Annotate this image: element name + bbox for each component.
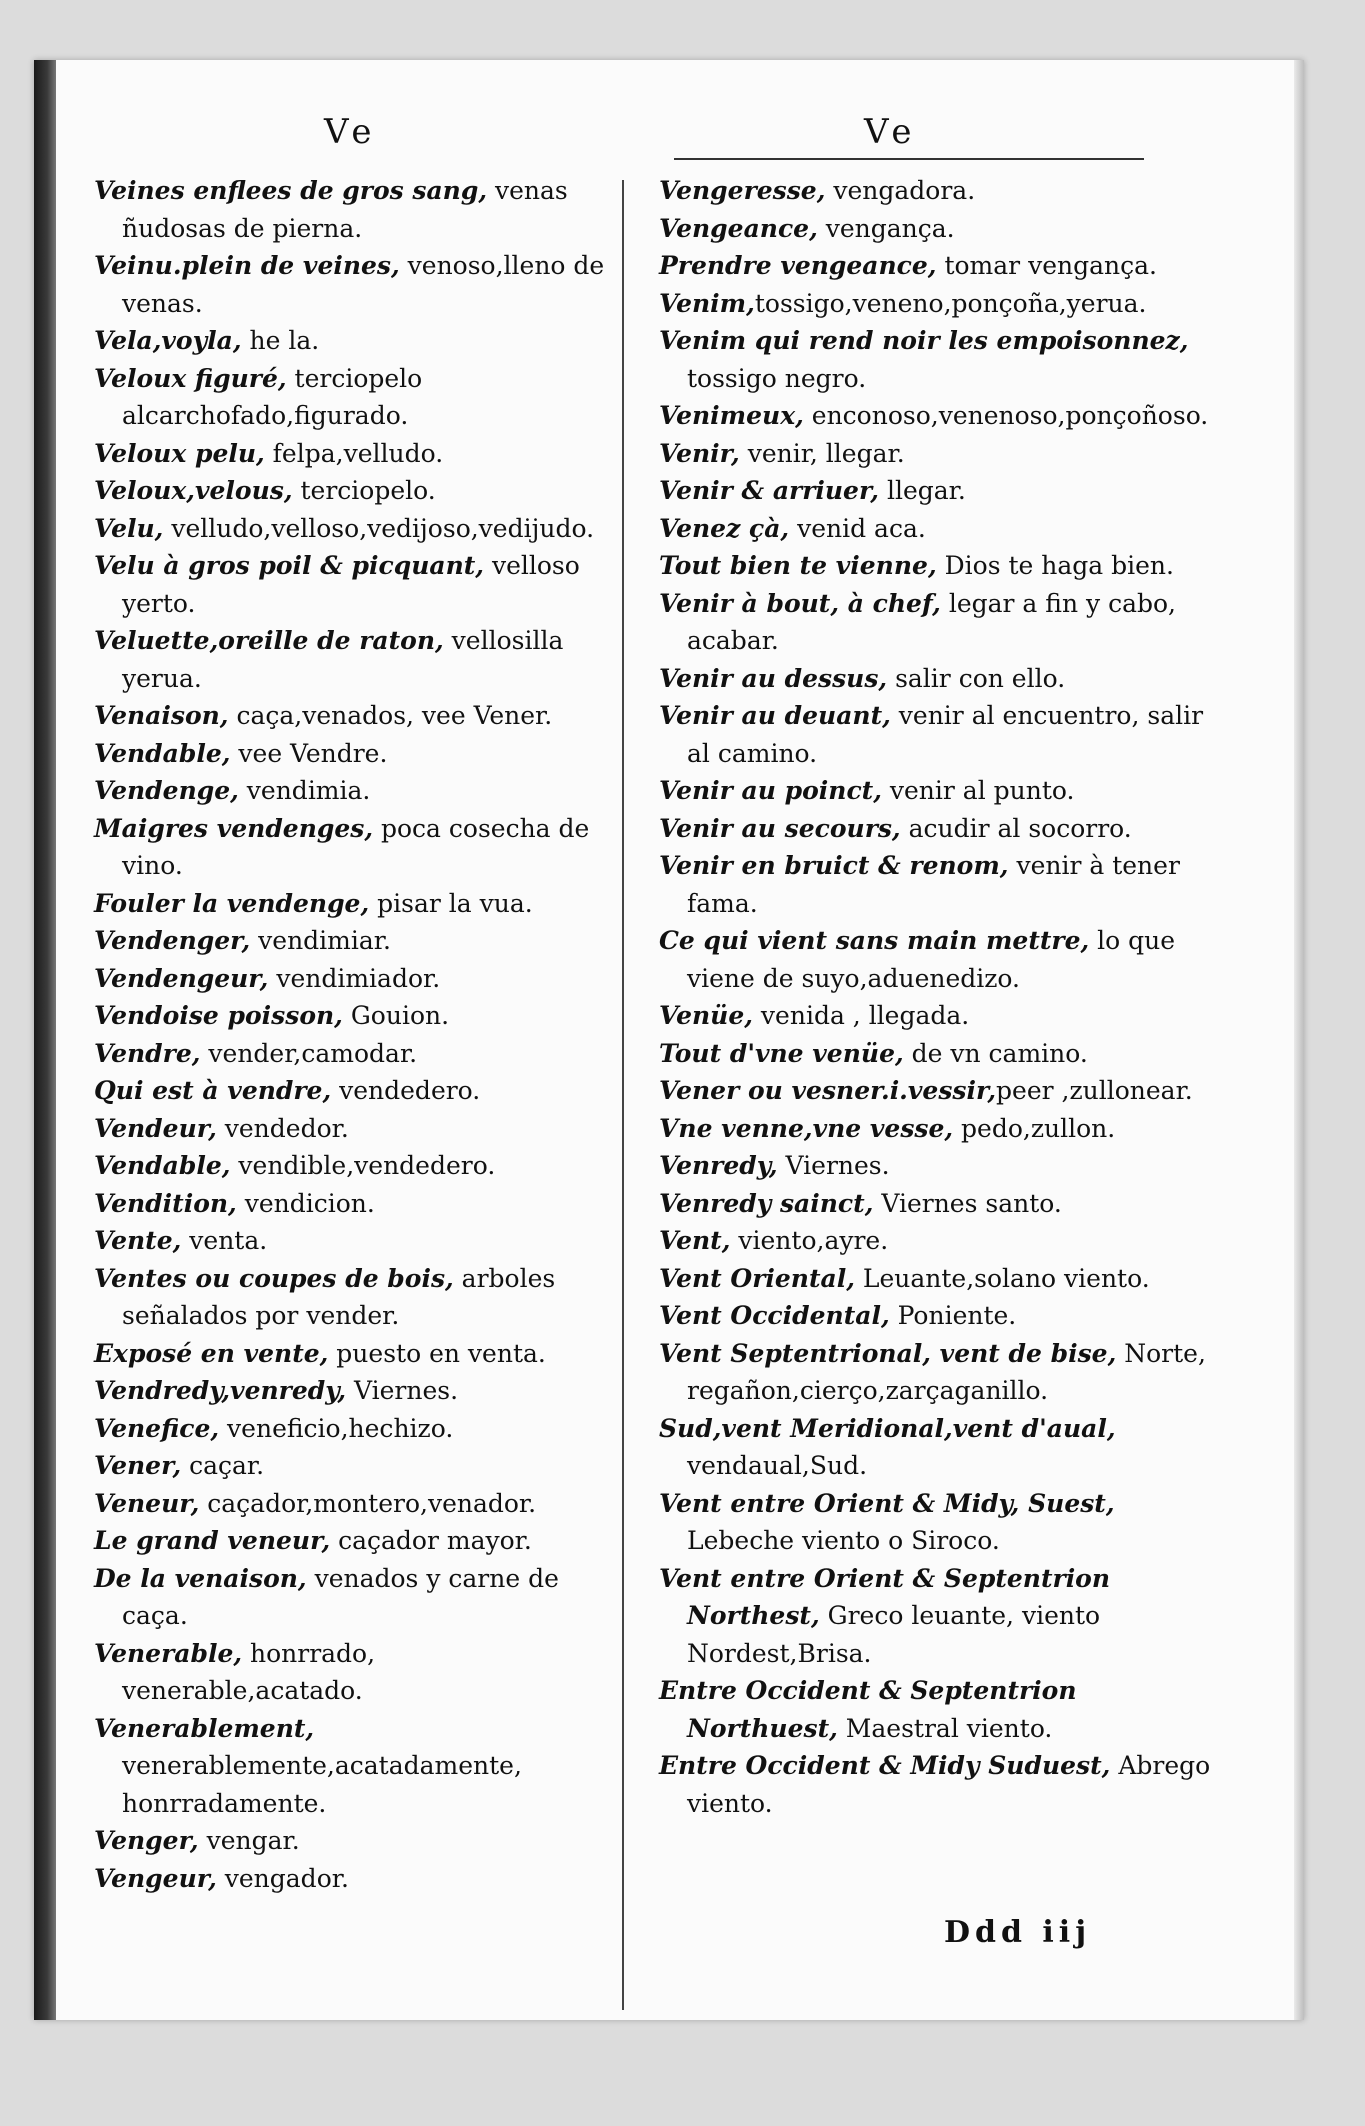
entry-definition: venir al punto. bbox=[881, 776, 1075, 805]
entry-definition: vender,camodar. bbox=[200, 1038, 418, 1068]
dictionary-entry bbox=[659, 997, 1219, 1035]
dictionary-entry bbox=[659, 435, 1219, 473]
dictionary-entry bbox=[94, 172, 614, 247]
entry-term: Tout d'vne venüe, bbox=[659, 1038, 904, 1068]
entry-definition: Lebeche viento o Siroco. bbox=[687, 1526, 1000, 1555]
entry-term: Veloux figuré, bbox=[94, 363, 287, 393]
entry-definition: vendimiar. bbox=[250, 926, 391, 955]
dictionary-entry bbox=[94, 1410, 614, 1448]
entry-term: Exposé en vente, bbox=[94, 1338, 329, 1368]
entry-term: Vne venne,vne vesse, bbox=[659, 1113, 954, 1143]
entry-definition: vengar. bbox=[198, 1826, 300, 1855]
entry-term: Veloux,velous, bbox=[94, 476, 293, 505]
dictionary-entry bbox=[94, 1635, 614, 1710]
entry-term: Vendoise poisson, bbox=[94, 1001, 343, 1030]
entry-term: Vendable, bbox=[94, 1151, 231, 1180]
entry-term: Vengeur, bbox=[94, 1863, 217, 1893]
entry-term: Prendre vengeance, bbox=[659, 251, 937, 280]
entry-term: Vener ou vesner.i.vessir, bbox=[659, 1076, 997, 1105]
dictionary-entry bbox=[659, 1335, 1219, 1410]
dictionary-entry bbox=[659, 172, 1219, 210]
dictionary-page bbox=[34, 60, 1304, 2020]
left-column bbox=[94, 172, 614, 1897]
entry-definition: Viernes. bbox=[777, 1151, 890, 1180]
entry-term: Entre Occident & Septentrion Northuest, bbox=[659, 1676, 1077, 1743]
dictionary-entry bbox=[94, 997, 614, 1035]
dictionary-entry bbox=[659, 1147, 1219, 1185]
entry-definition: vee Vendre. bbox=[230, 738, 388, 768]
dictionary-entry bbox=[94, 1710, 614, 1823]
entry-definition: venid aca. bbox=[789, 513, 926, 543]
dictionary-entry bbox=[659, 397, 1219, 435]
entry-term: Vent Oriental, bbox=[659, 1263, 855, 1293]
dictionary-entry bbox=[659, 922, 1219, 997]
entry-term: Venredy, bbox=[659, 1151, 778, 1180]
dictionary-entry bbox=[659, 1297, 1219, 1335]
dictionary-entry bbox=[94, 1147, 614, 1185]
entry-term: De la venaison, bbox=[94, 1563, 307, 1593]
dictionary-entry bbox=[659, 660, 1219, 698]
dictionary-entry bbox=[94, 1035, 614, 1073]
entry-term: Venir & arriuer, bbox=[659, 476, 880, 505]
entry-definition: pedo,zullon. bbox=[953, 1113, 1116, 1143]
entry-term: Vent Septentrional, vent de bise, bbox=[659, 1338, 1117, 1368]
dictionary-entry bbox=[94, 922, 614, 960]
right-column bbox=[659, 172, 1219, 1822]
entry-definition: felpa,velludo. bbox=[264, 438, 444, 468]
dictionary-entry bbox=[659, 285, 1219, 323]
entry-term: Venir au secours, bbox=[659, 813, 901, 843]
dictionary-entry bbox=[94, 1860, 614, 1898]
entry-definition: acudir al socorro. bbox=[900, 813, 1132, 843]
book-binding-shadow bbox=[34, 60, 56, 2020]
entry-term: Venir, bbox=[659, 438, 740, 468]
entry-term: Veinu.plein de veines, bbox=[94, 251, 400, 280]
page-edge bbox=[1294, 60, 1304, 2020]
dictionary-entry bbox=[94, 360, 614, 435]
entry-term: Vendenger, bbox=[94, 926, 251, 955]
entry-definition: vendedor. bbox=[216, 1113, 349, 1143]
dictionary-entry bbox=[659, 1072, 1219, 1110]
entry-term: Venüe, bbox=[659, 1001, 753, 1030]
entry-definition: he la. bbox=[241, 326, 320, 355]
dictionary-entry bbox=[659, 1035, 1219, 1073]
entry-term: Vendenge, bbox=[94, 776, 239, 805]
entry-term: Qui est à vendre, bbox=[94, 1076, 332, 1105]
dictionary-entry bbox=[94, 885, 614, 923]
entry-definition: lo que viene de suyo,aduenedizo. bbox=[687, 926, 1176, 993]
dictionary-entry bbox=[659, 1560, 1219, 1673]
dictionary-entry bbox=[94, 1260, 614, 1335]
entry-term: Veluette,oreille de raton, bbox=[94, 626, 444, 655]
entry-term: Venerable, bbox=[94, 1638, 243, 1668]
entry-definition: Leuante,solano viento. bbox=[854, 1263, 1150, 1293]
dictionary-entry bbox=[659, 1185, 1219, 1223]
dictionary-entry bbox=[94, 1185, 614, 1223]
entry-term: Ventes ou coupes de bois, bbox=[94, 1263, 454, 1293]
dictionary-entry bbox=[659, 1410, 1219, 1485]
dictionary-entry bbox=[94, 697, 614, 735]
entry-definition: Abrego viento. bbox=[687, 1751, 1211, 1818]
dictionary-entry bbox=[659, 210, 1219, 248]
entry-term: Sud,vent Meridional,vent d'aual, bbox=[659, 1413, 1116, 1443]
column-divider bbox=[622, 180, 624, 2010]
entry-term: Venger, bbox=[94, 1826, 199, 1855]
dictionary-entry bbox=[659, 247, 1219, 285]
dictionary-entry bbox=[94, 735, 614, 773]
entry-definition: Viernes santo. bbox=[873, 1188, 1062, 1218]
dictionary-entry bbox=[659, 772, 1219, 810]
dictionary-entry bbox=[659, 547, 1219, 585]
entry-term: Venez çà, bbox=[659, 513, 790, 543]
entry-term: Le grand veneur, bbox=[94, 1526, 331, 1555]
entry-definition: Gouion. bbox=[342, 1001, 450, 1030]
entry-term: Entre Occident & Midy Suduest, bbox=[659, 1751, 1111, 1780]
dictionary-entry bbox=[94, 810, 614, 885]
dictionary-entry bbox=[94, 1522, 614, 1560]
entry-definition: vellosilla yerua. bbox=[122, 626, 564, 693]
entry-definition: venir à tener fama. bbox=[687, 851, 1180, 918]
entry-term: Venaison, bbox=[94, 701, 229, 730]
entry-definition: honrrado, venerable,acatado. bbox=[122, 1638, 376, 1705]
entry-definition: tossigo,veneno,ponçoña,yerua. bbox=[754, 288, 1147, 318]
entry-definition: venida , llegada. bbox=[752, 1001, 970, 1030]
dictionary-entry bbox=[94, 547, 614, 622]
entry-definition: enconoso,venenoso,ponçoñoso. bbox=[803, 401, 1209, 430]
entry-definition: venerablemente,acatadamente, honrradamente. bbox=[122, 1751, 522, 1818]
entry-definition: vendible,vendedero. bbox=[230, 1151, 496, 1180]
entry-definition: velloso yerto. bbox=[122, 551, 580, 618]
entry-term: Vent entre Orient & Midy, Suest, bbox=[659, 1488, 1115, 1518]
entry-term: Vendredy,venredy, bbox=[94, 1376, 347, 1405]
entry-definition: poca cosecha de vino. bbox=[122, 813, 590, 880]
dictionary-entry bbox=[94, 1072, 614, 1110]
entry-term: Venimeux, bbox=[659, 401, 804, 430]
entry-definition: venas ñudosas de pierna. bbox=[122, 176, 568, 243]
entry-term: Veines enflees de gros sang, bbox=[94, 176, 488, 205]
entry-term: Maigres vendenges, bbox=[94, 813, 374, 843]
entry-term: Venefice, bbox=[94, 1413, 220, 1443]
entry-definition: viento,ayre. bbox=[730, 1226, 889, 1255]
entry-term: Venir au deuant, bbox=[659, 701, 891, 730]
dictionary-entry bbox=[659, 697, 1219, 772]
entry-definition: venir, llegar. bbox=[739, 438, 905, 468]
entry-definition: caçador mayor. bbox=[330, 1526, 532, 1555]
entry-definition: tossigo negro. bbox=[687, 363, 867, 393]
entry-definition: terciopelo alcarchofado,figurado. bbox=[122, 363, 423, 430]
entry-term: Veloux pelu, bbox=[94, 438, 265, 468]
entry-term: Vengeresse, bbox=[659, 176, 826, 205]
entry-definition: vendaual,Sud. bbox=[687, 1451, 868, 1480]
dictionary-entry bbox=[94, 772, 614, 810]
entry-definition: vengador. bbox=[216, 1863, 349, 1893]
entry-term: Vendre, bbox=[94, 1038, 201, 1068]
entry-definition: Viernes. bbox=[346, 1376, 459, 1405]
dictionary-entry bbox=[94, 1485, 614, 1523]
entry-definition: terciopelo. bbox=[292, 476, 436, 505]
dictionary-entry bbox=[94, 1222, 614, 1260]
entry-term: Venim qui rend noir les empoisonnez, bbox=[659, 326, 1189, 355]
entry-term: Velu, bbox=[94, 513, 164, 543]
dictionary-entry bbox=[659, 510, 1219, 548]
entry-term: Vent entre Orient & Septentrion Northest, bbox=[659, 1563, 1111, 1630]
entry-definition: vengadora. bbox=[825, 176, 976, 205]
entry-term: Venir en bruict & renom, bbox=[659, 851, 1009, 880]
entry-term: Vente, bbox=[94, 1226, 182, 1255]
entry-definition: venta. bbox=[181, 1226, 268, 1255]
dictionary-entry bbox=[659, 322, 1219, 397]
dictionary-entry bbox=[94, 247, 614, 322]
dictionary-entry bbox=[94, 1822, 614, 1860]
entry-term: Vent, bbox=[659, 1226, 731, 1255]
entry-term: Venir à bout, à chef, bbox=[659, 588, 941, 618]
entry-term: Vendengeur, bbox=[94, 963, 269, 993]
entry-term: Vendable, bbox=[94, 738, 231, 768]
entry-definition: Dios te haga bien. bbox=[936, 551, 1174, 580]
entry-definition: venados y carne de caça. bbox=[122, 1563, 559, 1630]
entry-definition: caçar. bbox=[181, 1451, 265, 1480]
dictionary-entry bbox=[659, 585, 1219, 660]
entry-term: Venredy sainct, bbox=[659, 1188, 874, 1218]
dictionary-entry bbox=[94, 322, 614, 360]
entry-term: Fouler la vendenge, bbox=[94, 888, 370, 918]
entry-definition: caçador,montero,venador. bbox=[199, 1488, 537, 1518]
entry-term: Vendition, bbox=[94, 1188, 237, 1218]
dictionary-entry bbox=[94, 960, 614, 998]
dictionary-entry bbox=[94, 1560, 614, 1635]
entry-definition: vendimia. bbox=[238, 776, 371, 805]
dictionary-entry bbox=[659, 1485, 1219, 1560]
entry-definition: arboles señalados por vender. bbox=[122, 1263, 556, 1330]
entry-definition: velludo,velloso,vedijoso,vedijudo. bbox=[163, 513, 595, 543]
entry-definition: caça,venados, vee Vener. bbox=[228, 701, 553, 730]
entry-definition: puesto en venta. bbox=[328, 1338, 546, 1368]
entry-definition: vendicion. bbox=[236, 1188, 375, 1218]
dictionary-entry bbox=[94, 1372, 614, 1410]
entry-definition: Norte, regañon,cierço,zarçaganillo. bbox=[687, 1338, 1206, 1405]
entry-definition: venoso,lleno de venas. bbox=[122, 251, 605, 318]
dictionary-entry bbox=[659, 847, 1219, 922]
entry-term: Venim, bbox=[659, 288, 755, 318]
dictionary-entry bbox=[659, 1222, 1219, 1260]
entry-definition: Poniente. bbox=[889, 1301, 1017, 1330]
entry-term: Vent Occidental, bbox=[659, 1301, 890, 1330]
dictionary-entry bbox=[94, 1335, 614, 1373]
dictionary-entry bbox=[94, 510, 614, 548]
dictionary-entry bbox=[94, 435, 614, 473]
dictionary-entry bbox=[659, 810, 1219, 848]
entry-definition: peer ,zullonear. bbox=[996, 1076, 1193, 1105]
dictionary-entry bbox=[659, 1110, 1219, 1148]
entry-definition: Maestral viento. bbox=[837, 1713, 1053, 1743]
dictionary-entry bbox=[94, 622, 614, 697]
entry-definition: veneficio,hechizo. bbox=[219, 1413, 454, 1443]
dictionary-entry bbox=[94, 472, 614, 510]
entry-definition: vendedero. bbox=[331, 1076, 481, 1105]
entry-term: Vener, bbox=[94, 1451, 182, 1480]
entry-definition: vendimiador. bbox=[268, 963, 441, 993]
entry-definition: de vn camino. bbox=[903, 1038, 1088, 1068]
entry-definition: llegar. bbox=[879, 476, 966, 505]
entry-definition: venir al encuentro, salir al camino. bbox=[687, 701, 1204, 768]
entry-definition: tomar vengança. bbox=[936, 251, 1157, 280]
entry-term: Venerablement, bbox=[94, 1713, 315, 1743]
entry-term: Velu à gros poil & picquant, bbox=[94, 551, 485, 580]
entry-term: Venir au dessus, bbox=[659, 663, 888, 693]
left-running-head: Ve bbox=[324, 112, 378, 152]
dictionary-entry bbox=[94, 1447, 614, 1485]
entry-term: Vendeur, bbox=[94, 1113, 217, 1143]
entry-definition: Greco leuante, viento Nordest,Brisa. bbox=[687, 1601, 1101, 1668]
entry-term: Venir au poinct, bbox=[659, 776, 882, 805]
dictionary-entry bbox=[659, 1260, 1219, 1298]
dictionary-entry bbox=[94, 1110, 614, 1148]
entry-definition: vengança. bbox=[817, 213, 955, 243]
entry-term: Vengeance, bbox=[659, 213, 818, 243]
entry-term: Ce qui vient sans main mettre, bbox=[659, 926, 1090, 955]
dictionary-entry bbox=[659, 472, 1219, 510]
signature-mark: Ddd iij bbox=[944, 1915, 1092, 1950]
dictionary-entry bbox=[659, 1747, 1219, 1822]
entry-term: Vela,voyla, bbox=[94, 326, 242, 355]
entry-definition: pisar la vua. bbox=[369, 888, 533, 918]
header-rule bbox=[674, 158, 1144, 160]
entry-definition: legar a fin y cabo, acabar. bbox=[687, 588, 1176, 655]
entry-term: Tout bien te vienne, bbox=[659, 551, 937, 580]
entry-definition: salir con ello. bbox=[887, 663, 1066, 693]
right-running-head: Ve bbox=[864, 112, 918, 152]
dictionary-entry bbox=[659, 1672, 1219, 1747]
entry-term: Veneur, bbox=[94, 1488, 200, 1518]
